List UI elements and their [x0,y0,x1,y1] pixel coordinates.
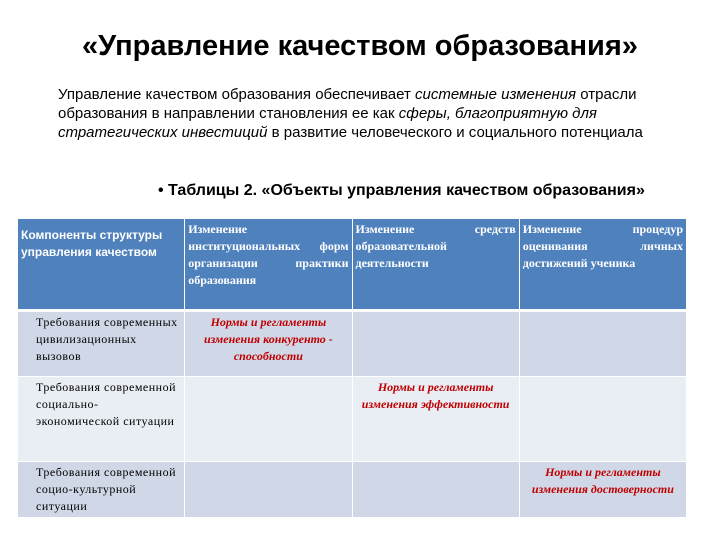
table-row [18,462,687,518]
table-cell [352,462,519,518]
intro-emphasis: сферы, благоприятную для стратегических инвестиций [58,105,597,141]
intro-text: Управление качеством образования обеспечивает [58,86,415,103]
table-row [18,311,687,377]
slide-title: «Управление качеством образования» [82,30,638,62]
objects-table [17,218,687,518]
row-label: Требования современной социально-экономической ситуации [18,377,185,462]
intro-text: в развитие человеческого и социального потенциала [267,124,643,141]
table-row [18,377,687,462]
row-label: Требования современной социо-культурной ситуации [18,462,185,518]
header-cell: Изменение процедур оценивания личных достижений ученика [519,219,686,311]
intro-paragraph [58,85,668,142]
table-cell [185,462,352,518]
table-cell [519,311,686,377]
intro-emphasis: системные изменения [415,86,577,103]
table-cell [519,377,686,462]
table-caption: • Таблицы 2. «Объекты управления качеством образования» [158,182,645,199]
table-cell: Нормы и регламенты изменения эффективности [352,377,519,462]
header-cell: Изменение институциональных форм организации практики образования [185,219,352,311]
table-cell [185,377,352,462]
table-cell: Нормы и регламенты изменения конкуренто - способности [185,311,352,377]
header-cell: Изменение средств образовательной деятельности [352,219,519,311]
intro-text: отрасли образования в направлении становления ее как [58,86,637,122]
row-label: Требования современных цивилизационных вызовов [18,311,185,377]
header-cell: Компоненты структуры управления качеством [18,219,185,311]
table-cell: Нормы и регламенты изменения достоверности [519,462,686,518]
table-header-row [18,219,687,311]
table-cell [352,311,519,377]
